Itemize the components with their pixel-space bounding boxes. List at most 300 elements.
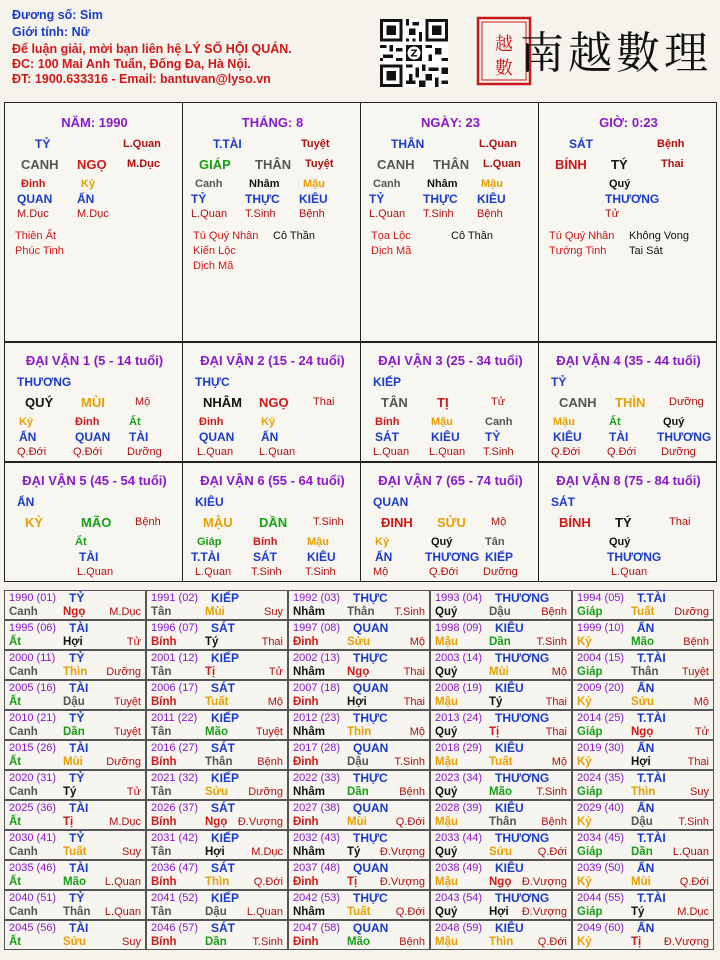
- year-branch: Tuất: [347, 906, 371, 918]
- year-label: 2023 (34): [435, 772, 483, 784]
- year-cell: [288, 710, 430, 740]
- year-label: 2032 (43): [293, 832, 341, 844]
- year-stem: Giáp: [577, 606, 603, 618]
- dai-van-star: KIÊU: [195, 495, 224, 509]
- year-label: 2044 (55): [577, 892, 625, 904]
- year-stem: Quý: [435, 726, 458, 738]
- year-cell: [288, 920, 430, 950]
- year-stem: Đinh: [293, 696, 319, 708]
- dai-van-stem: QUÝ: [25, 395, 54, 410]
- year-branch: Hợi: [631, 756, 651, 768]
- year-star: QUAN: [353, 741, 389, 755]
- hidden-status: Dưỡng: [661, 446, 696, 458]
- year-cell: [288, 860, 430, 890]
- earthly-branch: THÂN: [433, 157, 470, 172]
- year-stem: Kỷ: [577, 876, 592, 888]
- hidden-star: ẤN: [261, 430, 279, 444]
- hidden-star: QUAN: [75, 430, 111, 444]
- hidden-stem: Quý: [609, 178, 631, 190]
- pillar-star: T.TÀI: [213, 137, 242, 151]
- hidden-stem: Kỷ: [375, 536, 390, 548]
- dai-van-stem: BÍNH: [559, 515, 591, 530]
- year-cell: [572, 590, 714, 620]
- hidden-status: L.Quan: [197, 446, 234, 458]
- year-branch: Tý: [347, 846, 361, 858]
- year-star: THỰC: [353, 891, 388, 905]
- year-star: ẤN: [637, 861, 655, 875]
- hidden-star: ẤN: [77, 192, 95, 206]
- dai-van-title: ĐẠI VẬN 3 (25 - 34 tuổi): [378, 353, 523, 368]
- hidden-star: THƯƠNG: [605, 192, 660, 206]
- year-stem: Nhâm: [293, 606, 325, 618]
- hidden-star: KIÊU: [307, 550, 336, 564]
- year-branch: Mão: [63, 876, 86, 888]
- dai-van-stem: KỶ: [25, 515, 44, 530]
- year-cell: [430, 920, 572, 950]
- year-cell: [572, 710, 714, 740]
- year-status: Bệnh: [399, 786, 425, 798]
- hidden-status: L.Quan: [429, 446, 466, 458]
- svg-text:數: 數: [495, 58, 513, 79]
- year-branch: Sửu: [631, 696, 655, 708]
- year-star: KIẾP: [211, 711, 240, 725]
- hidden-stem: Bính: [375, 416, 400, 428]
- hidden-status: T.Sinh: [483, 446, 514, 458]
- subject-gender: Giới tính: Nữ: [12, 25, 90, 39]
- year-status: Mộ: [551, 756, 567, 768]
- qr-code-icon: [380, 19, 448, 87]
- year-branch: Tuất: [631, 606, 655, 618]
- dai-van-status: Bệnh: [135, 516, 161, 528]
- year-branch: Thìn: [489, 936, 514, 948]
- year-star: ẤN: [637, 621, 655, 635]
- hidden-star: TỶ: [369, 192, 385, 206]
- year-cell: [288, 620, 430, 650]
- year-branch: Thân: [631, 666, 659, 678]
- year-branch: Dần: [489, 636, 511, 648]
- hidden-status: T.Sinh: [245, 208, 276, 220]
- year-label: 2039 (50): [577, 862, 625, 874]
- hidden-stem: Ất: [609, 416, 621, 428]
- hidden-status: Dưỡng: [127, 446, 162, 458]
- year-stem: Nhâm: [293, 726, 325, 738]
- year-label: 2021 (32): [151, 772, 199, 784]
- year-label: 2020 (31): [9, 772, 57, 784]
- year-branch: Tý: [205, 636, 219, 648]
- year-star: SÁT: [211, 801, 235, 815]
- year-stem: Nhâm: [293, 666, 325, 678]
- branch-status: Tuyệt: [305, 158, 334, 170]
- year-label: 2042 (53): [293, 892, 341, 904]
- year-cell: [430, 620, 572, 650]
- dai-van-status: Thai: [669, 516, 691, 528]
- hidden-star: ẤN: [19, 430, 37, 444]
- year-status: Q.Đới: [253, 876, 283, 888]
- year-star: THƯƠNG: [495, 651, 550, 665]
- year-status: T.Sinh: [678, 816, 709, 828]
- pillar-cell: [4, 102, 183, 342]
- hidden-status: Tử: [605, 208, 620, 220]
- hidden-status: T.Sinh: [251, 566, 282, 578]
- contact-line: Để luận giải, mời bạn liên hệ LÝ SỐ HỘI QUÁN.: [12, 42, 292, 56]
- dai-van-branch: TỊ: [437, 395, 449, 410]
- year-star: QUAN: [353, 621, 389, 635]
- year-cell: [4, 830, 146, 860]
- svg-text:Z: Z: [410, 48, 418, 60]
- year-cell: [146, 680, 288, 710]
- year-label: 2014 (25): [577, 712, 625, 724]
- year-star: T.TÀI: [637, 651, 666, 665]
- year-label: 2012 (23): [293, 712, 341, 724]
- year-branch: Tuất: [63, 846, 87, 858]
- dai-van-star: KIẾP: [373, 375, 402, 389]
- pillar-star: THÂN: [391, 137, 425, 151]
- year-branch: Tý: [631, 906, 645, 918]
- year-stem: Bính: [151, 876, 177, 888]
- hidden-status: M.Dục: [17, 208, 49, 220]
- year-status: Đ.Vượng: [521, 906, 567, 918]
- year-star: QUAN: [353, 681, 389, 695]
- year-status: Dưỡng: [674, 606, 709, 618]
- year-star: THƯƠNG: [495, 831, 550, 845]
- year-branch: Mão: [347, 936, 370, 948]
- svg-text:南越數理: 南越數理: [520, 28, 712, 79]
- hidden-stem: Mậu: [307, 536, 329, 548]
- hidden-stem: Kỷ: [261, 416, 276, 428]
- year-status: Suy: [122, 846, 141, 858]
- year-label: 2007 (18): [293, 682, 341, 694]
- year-stem: Bính: [151, 756, 177, 768]
- year-branch: Ngọ: [489, 876, 512, 888]
- year-label: 2035 (46): [9, 862, 57, 874]
- year-branch: Dần: [631, 846, 653, 858]
- year-label: 2038 (49): [435, 862, 483, 874]
- hidden-stem: Ất: [129, 416, 141, 428]
- dai-van-status: Dưỡng: [669, 396, 704, 408]
- year-label: 2009 (20): [577, 682, 625, 694]
- hidden-status: T.Sinh: [423, 208, 454, 220]
- dai-van-cell: [360, 342, 539, 462]
- year-status: L.Quan: [104, 906, 141, 918]
- hidden-status: Bệnh: [299, 208, 325, 220]
- year-label: 2029 (40): [577, 802, 625, 814]
- hidden-stem: Quý: [663, 416, 685, 428]
- hidden-star: TÀI: [79, 550, 99, 564]
- year-status: Tuyệt: [113, 726, 141, 738]
- year-star: THỰC: [353, 651, 388, 665]
- year-stem: Mậu: [435, 936, 458, 948]
- year-label: 2001 (12): [151, 652, 199, 664]
- year-star: QUAN: [353, 801, 389, 815]
- year-star: THỰC: [353, 591, 388, 605]
- year-cell: [430, 590, 572, 620]
- year-label: 2019 (30): [577, 742, 625, 754]
- year-status: Bệnh: [541, 816, 567, 828]
- dai-van-stem: TÂN: [381, 395, 408, 410]
- year-cell: [572, 920, 714, 950]
- dai-van-branch: MÃO: [81, 515, 112, 530]
- pillar-cell: [182, 102, 361, 342]
- subject-name: Đương số: Sim: [12, 8, 103, 22]
- year-status: Tuyệt: [255, 726, 283, 738]
- year-star: KIÊU: [495, 621, 524, 635]
- year-cell: [146, 590, 288, 620]
- year-star: KIÊU: [495, 801, 524, 815]
- year-label: 1999 (10): [577, 622, 625, 634]
- year-stem: Tân: [151, 726, 172, 738]
- year-cell: [288, 740, 430, 770]
- year-label: 2008 (19): [435, 682, 483, 694]
- year-star: T.TÀI: [637, 591, 666, 605]
- year-status: Tử: [268, 666, 283, 678]
- hidden-star: QUAN: [199, 430, 235, 444]
- year-status: L.Quan: [246, 906, 283, 918]
- pillar-title: THÁNG: 8: [241, 115, 304, 130]
- year-cell: [288, 830, 430, 860]
- dai-van-branch: TÝ: [615, 515, 632, 530]
- year-branch: Thân: [347, 606, 375, 618]
- hidden-stem: Mậu: [553, 416, 575, 428]
- year-branch: Dần: [347, 786, 369, 798]
- year-branch: Sửu: [489, 846, 513, 858]
- year-branch: Mão: [489, 786, 512, 798]
- year-star: ẤN: [637, 741, 655, 755]
- year-stem: Giáp: [577, 666, 603, 678]
- year-branch: Mùi: [347, 816, 367, 828]
- year-label: 2033 (44): [435, 832, 483, 844]
- earthly-branch: THÂN: [255, 157, 292, 172]
- year-star: THƯƠNG: [495, 591, 550, 605]
- year-status: Mộ: [409, 636, 425, 648]
- year-stem: Tân: [151, 846, 172, 858]
- year-branch: Thân: [63, 906, 91, 918]
- special-star: Phúc Tinh: [15, 245, 64, 257]
- special-star: Tú Quý Nhân: [193, 230, 259, 242]
- year-cell: [572, 770, 714, 800]
- year-star: THỰC: [353, 831, 388, 845]
- year-stem: Đinh: [293, 876, 319, 888]
- year-label: 2026 (37): [151, 802, 199, 814]
- hidden-status: Q.Đới: [17, 446, 47, 458]
- year-label: 2047 (58): [293, 922, 341, 934]
- year-stem: Canh: [9, 846, 38, 858]
- year-branch: Mão: [631, 636, 654, 648]
- hidden-star: KIÊU: [553, 430, 582, 444]
- branch-status: M.Dục: [127, 158, 160, 170]
- hidden-stem: Kỷ: [81, 178, 96, 190]
- year-status: Tuyệt: [681, 666, 709, 678]
- year-stem: Bính: [151, 936, 177, 948]
- year-branch: Hợi: [205, 846, 225, 858]
- hidden-stem: Nhâm: [249, 178, 280, 190]
- hidden-stem: Mậu: [431, 416, 453, 428]
- year-stem: Quý: [435, 666, 458, 678]
- year-cell: [146, 830, 288, 860]
- year-branch: Mùi: [63, 756, 83, 768]
- year-star: KIẾP: [211, 771, 240, 785]
- year-status: T.Sinh: [394, 606, 425, 618]
- year-label: 2017 (28): [293, 742, 341, 754]
- year-star: TÀI: [69, 681, 89, 695]
- year-stem: Mậu: [435, 876, 458, 888]
- hidden-status: Q.Đới: [429, 566, 459, 578]
- year-cell: [4, 620, 146, 650]
- heavenly-stem: GIÁP: [199, 157, 231, 172]
- year-stem: Giáp: [577, 906, 603, 918]
- special-star: Tọa Lộc: [371, 230, 411, 242]
- year-status: Đ.Vượng: [379, 876, 425, 888]
- year-status: Thai: [261, 636, 283, 648]
- hidden-stem: Quý: [431, 536, 453, 548]
- hidden-star: T.TÀI: [191, 550, 220, 564]
- year-cell: [572, 800, 714, 830]
- dai-van-star: QUAN: [373, 495, 409, 509]
- year-label: 1991 (02): [151, 592, 199, 604]
- year-star: TÀI: [69, 921, 89, 935]
- dai-van-branch: THÌN: [615, 395, 646, 410]
- heavenly-stem: BÍNH: [555, 157, 587, 172]
- year-status: T.Sinh: [536, 636, 567, 648]
- hidden-star: ẤN: [375, 550, 393, 564]
- year-branch: Dậu: [631, 816, 653, 828]
- year-star: ẤN: [637, 921, 655, 935]
- year-status: T.Sinh: [252, 936, 283, 948]
- year-star: SÁT: [211, 861, 235, 875]
- year-status: Dưỡng: [106, 666, 141, 678]
- branch-status: L.Quan: [483, 158, 521, 170]
- year-branch: Tị: [63, 816, 74, 828]
- hidden-stem: Nhâm: [427, 178, 458, 190]
- hidden-star: THƯƠNG: [425, 550, 480, 564]
- hidden-star: TÀI: [609, 430, 629, 444]
- year-stem: Mậu: [435, 756, 458, 768]
- year-label: 2018 (29): [435, 742, 483, 754]
- dai-van-cell: [360, 462, 539, 582]
- year-stem: Mậu: [435, 636, 458, 648]
- hidden-status: L.Quan: [259, 446, 296, 458]
- earthly-branch: TÝ: [611, 157, 628, 172]
- hidden-status: L.Quan: [369, 208, 406, 220]
- dai-van-title: ĐẠI VẬN 7 (65 - 74 tuổi): [378, 473, 523, 488]
- year-label: 1992 (03): [293, 592, 341, 604]
- year-stem: Ất: [9, 636, 22, 648]
- year-label: 2046 (57): [151, 922, 199, 934]
- year-branch: Dậu: [205, 906, 227, 918]
- year-stem: Đinh: [293, 816, 319, 828]
- dai-van-title: ĐẠI VẬN 8 (75 - 84 tuổi): [556, 473, 701, 488]
- year-status: Bệnh: [399, 936, 425, 948]
- year-stem: Kỷ: [577, 636, 592, 648]
- year-cell: [572, 740, 714, 770]
- dai-van-stem: ĐINH: [381, 515, 413, 530]
- year-star: TÀI: [69, 621, 89, 635]
- year-cell: [430, 800, 572, 830]
- year-cell: [430, 890, 572, 920]
- hidden-status: Bệnh: [477, 208, 503, 220]
- year-label: 1990 (01): [9, 592, 57, 604]
- year-cell: [4, 800, 146, 830]
- special-star: Dịch Mã: [371, 245, 412, 257]
- year-star: QUAN: [353, 921, 389, 935]
- year-star: T.TÀI: [637, 771, 666, 785]
- year-label: 2031 (42): [151, 832, 199, 844]
- hidden-star: QUAN: [17, 192, 53, 206]
- year-status: Suy: [690, 786, 709, 798]
- hidden-star: TÀI: [129, 430, 149, 444]
- dai-van-branch: DẦN: [259, 515, 288, 530]
- dai-van-star: THỰC: [195, 375, 230, 389]
- year-status: M.Dục: [109, 606, 141, 618]
- year-star: T.TÀI: [637, 711, 666, 725]
- year-branch: Dậu: [63, 696, 85, 708]
- year-cell: [4, 590, 146, 620]
- year-stem: Quý: [435, 606, 458, 618]
- hidden-stem: Giáp: [197, 536, 222, 548]
- year-status: Mộ: [409, 726, 425, 738]
- hidden-stem: Kỷ: [19, 416, 34, 428]
- year-stem: Quý: [435, 906, 458, 918]
- hidden-stem: Tân: [485, 536, 505, 548]
- year-stem: Tân: [151, 786, 172, 798]
- hidden-stem: Canh: [485, 416, 513, 428]
- year-cell: [572, 680, 714, 710]
- dai-van-star: SÁT: [551, 495, 575, 509]
- hidden-star: KIÊU: [299, 192, 328, 206]
- year-label: 2000 (11): [9, 652, 56, 664]
- hidden-status: L.Quan: [191, 208, 228, 220]
- year-branch: Tị: [631, 936, 642, 948]
- year-cell: [572, 620, 714, 650]
- year-branch: Hợi: [63, 636, 83, 648]
- year-star: KIÊU: [495, 921, 524, 935]
- year-status: Thai: [403, 666, 425, 678]
- year-cell: [4, 860, 146, 890]
- hidden-star: KIÊU: [477, 192, 506, 206]
- year-status: Tử: [126, 786, 141, 798]
- address-line: ĐC: 100 Mai Anh Tuấn, Đống Đa, Hà Nội.: [12, 57, 251, 71]
- nam-viet-so-ly-logo: [476, 10, 712, 94]
- year-branch: Dần: [205, 936, 227, 948]
- year-star: KIẾP: [211, 591, 240, 605]
- hidden-stem: Đinh: [21, 178, 46, 190]
- year-stem: Canh: [9, 786, 38, 798]
- year-cell: [430, 830, 572, 860]
- dai-van-star: TỶ: [551, 375, 567, 389]
- year-branch: Ngọ: [347, 666, 370, 678]
- year-stem: Bính: [151, 636, 177, 648]
- year-stem: Kỷ: [577, 696, 592, 708]
- dai-van-branch: NGỌ: [259, 395, 289, 410]
- hidden-stem: Canh: [373, 178, 401, 190]
- year-label: 2024 (35): [577, 772, 625, 784]
- year-branch: Ngọ: [631, 726, 654, 738]
- year-status: Bệnh: [541, 606, 567, 618]
- year-star: THỰC: [353, 771, 388, 785]
- year-cell: [430, 710, 572, 740]
- special-star: Cô Thần: [273, 230, 315, 242]
- year-label: 2015 (26): [9, 742, 57, 754]
- hidden-stem: Ất: [75, 536, 87, 548]
- hidden-stem: Đinh: [75, 416, 100, 428]
- year-star: TỶ: [69, 711, 85, 725]
- year-cell: [146, 890, 288, 920]
- year-branch: Tuất: [489, 756, 513, 768]
- year-cell: [146, 920, 288, 950]
- year-stem: Mậu: [435, 816, 458, 828]
- year-stem: Canh: [9, 906, 38, 918]
- year-stem: Đinh: [293, 936, 319, 948]
- year-star: SÁT: [211, 681, 235, 695]
